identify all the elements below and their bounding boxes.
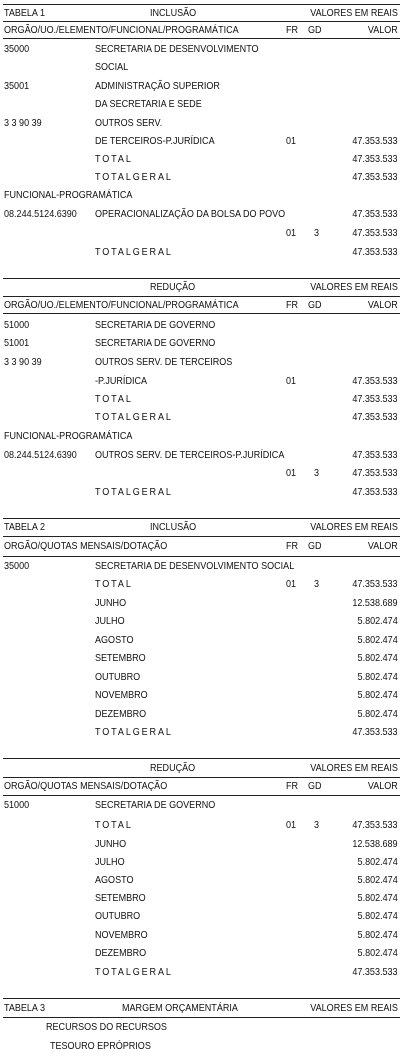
total-geral-label: TOTALGERAL xyxy=(95,486,173,498)
row-gd: 3 xyxy=(314,819,320,831)
month-label: NOVEMBRO xyxy=(95,929,148,941)
month-label: DEZEMBRO xyxy=(95,947,147,959)
row-gd: 3 xyxy=(314,227,320,239)
row-description: SOCIAL xyxy=(95,61,129,73)
column-header-org: ORGÃO/QUOTAS MENSAIS/DOTAÇÃO xyxy=(4,780,168,792)
row-code: 35000 xyxy=(4,560,30,572)
row-description: OUTROS SERV. xyxy=(95,117,163,129)
month-label: JUNHO xyxy=(95,597,127,609)
section-title: MARGEM ORÇAMENTÁRIA xyxy=(122,1002,238,1014)
row-description: OUTROS SERV. DE TERCEIROS-P.JURÍDICA xyxy=(95,449,285,461)
rule xyxy=(3,4,400,5)
total-geral-valor: 47.353.533 xyxy=(352,486,398,498)
row-code: 3 3 90 39 xyxy=(4,356,42,368)
row-description: OUTROS SERV. DE TERCEIROS xyxy=(95,356,233,368)
funcional-label: FUNCIONAL-PROGRAMÁTICA xyxy=(4,189,133,201)
month-label: JULHO xyxy=(95,856,125,868)
month-valor: 5.802.474 xyxy=(357,689,398,701)
month-valor: 5.802.474 xyxy=(357,947,398,959)
total-geral-label: TOTALGERAL xyxy=(95,171,173,183)
row-description: SECRETARIA DE GOVERNO xyxy=(95,337,216,349)
column-header-org: ORGÃO/QUOTAS MENSAIS/DOTAÇÃO xyxy=(4,540,168,552)
rule xyxy=(3,296,400,297)
row-valor: 47.353.533 xyxy=(352,135,398,147)
rule xyxy=(3,795,400,796)
row-code: 08.244.5124.6390 xyxy=(4,449,77,461)
row-code: 51001 xyxy=(4,337,30,349)
total-geral-valor: 47.353.533 xyxy=(352,171,398,183)
month-label: SETEMBRO xyxy=(95,892,146,904)
table-title: TABELA 2 xyxy=(4,521,45,533)
rule xyxy=(3,278,400,279)
section-title: INCLUSÃO xyxy=(150,521,197,533)
month-valor: 5.802.474 xyxy=(357,652,398,664)
month-label: AGOSTO xyxy=(95,634,134,646)
month-valor: 5.802.474 xyxy=(357,892,398,904)
column-header-gd: GD xyxy=(308,540,322,552)
section-title: REDUÇÃO xyxy=(150,281,196,293)
month-label: DEZEMBRO xyxy=(95,708,147,720)
row-fr: 01 xyxy=(286,819,297,831)
column-header-fr: FR xyxy=(286,540,299,552)
table-title: TABELA 3 xyxy=(4,1002,45,1014)
month-label: JULHO xyxy=(95,615,125,627)
total-geral-label: TOTALGERAL xyxy=(95,966,173,978)
row-description: SECRETARIA DE DESENVOLVIMENTO SOCIAL xyxy=(95,560,295,572)
month-valor: 5.802.474 xyxy=(357,708,398,720)
month-label: OUTUBRO xyxy=(95,671,141,683)
row-fr: 01 xyxy=(286,227,297,239)
month-valor: 12.538.689 xyxy=(352,597,398,609)
month-label: JUNHO xyxy=(95,838,127,850)
total-valor: 47.353.533 xyxy=(352,578,398,590)
row-valor: 47.353.533 xyxy=(352,227,398,239)
total-label: TOTAL xyxy=(95,393,133,405)
month-label: SETEMBRO xyxy=(95,652,146,664)
rule xyxy=(3,518,400,519)
row-gd: 3 xyxy=(314,467,320,479)
row-description: OPERACIONALIZAÇÃO DA BOLSA DO POVO xyxy=(95,208,286,220)
column-header-org: ORGÃO/UO./ELEMENTO/FUNCIONAL/PROGRAMÁTICA xyxy=(4,24,239,36)
month-valor: 5.802.474 xyxy=(357,874,398,886)
values-header: VALORES EM REAIS xyxy=(310,762,398,774)
rule xyxy=(3,1017,400,1018)
rule xyxy=(3,536,400,537)
row-code: 35001 xyxy=(4,80,30,92)
row-code: 08.244.5124.6390 xyxy=(4,208,77,220)
total-geral-valor: 47.353.533 xyxy=(352,246,398,258)
total-geral-label: TOTALGERAL xyxy=(95,246,173,258)
rule xyxy=(3,313,400,314)
row-valor: 47.353.533 xyxy=(352,208,398,220)
month-valor: 5.802.474 xyxy=(357,929,398,941)
month-valor: 12.538.689 xyxy=(352,838,398,850)
column-header-gd: GD xyxy=(308,780,322,792)
row-code: 35000 xyxy=(4,43,30,55)
row-description: -P.JURÍDICA xyxy=(95,375,148,387)
month-valor: 5.802.474 xyxy=(357,856,398,868)
month-valor: 5.802.474 xyxy=(357,615,398,627)
row-valor: 47.353.533 xyxy=(352,467,398,479)
row-fr: 01 xyxy=(286,578,297,590)
total-label: TOTAL xyxy=(95,153,133,165)
row-code: 3 3 90 39 xyxy=(4,117,42,129)
row-code: 51000 xyxy=(4,799,30,811)
month-valor: 5.802.474 xyxy=(357,910,398,922)
values-header: VALORES EM REAIS xyxy=(310,521,398,533)
row-description: DA SECRETARIA E SEDE xyxy=(95,98,202,110)
row-description: TESOURO EPRÓPRIOS xyxy=(50,1040,151,1052)
row-description: DE TERCEIROS-P.JURÍDICA xyxy=(95,135,215,147)
month-label: AGOSTO xyxy=(95,874,134,886)
values-header: VALORES EM REAIS xyxy=(310,281,398,293)
row-fr: 01 xyxy=(286,467,297,479)
rule xyxy=(3,777,400,778)
row-valor: 47.353.533 xyxy=(352,375,398,387)
column-header-valor: VALOR xyxy=(368,24,398,36)
column-header-fr: FR xyxy=(286,299,299,311)
row-description: SECRETARIA DE GOVERNO xyxy=(95,799,216,811)
total-geral-valor: 47.353.533 xyxy=(352,966,398,978)
column-header-org: ORGÃO/UO./ELEMENTO/FUNCIONAL/PROGRAMÁTICA xyxy=(4,299,239,311)
funcional-label: FUNCIONAL-PROGRAMÁTICA xyxy=(4,430,133,442)
section-title: REDUÇÃO xyxy=(150,762,196,774)
total-valor: 47.353.533 xyxy=(352,819,398,831)
section-title: INCLUSÃO xyxy=(150,7,197,19)
total-geral-label: TOTALGERAL xyxy=(95,411,173,423)
row-valor: 47.353.533 xyxy=(352,449,398,461)
total-geral-valor: 47.353.533 xyxy=(352,726,398,738)
row-gd: 3 xyxy=(314,578,320,590)
values-header: VALORES EM REAIS xyxy=(310,7,398,19)
total-label: TOTAL xyxy=(95,819,133,831)
row-description: SECRETARIA DE DESENVOLVIMENTO xyxy=(95,43,259,55)
rule xyxy=(3,38,400,39)
column-header-valor: VALOR xyxy=(368,780,398,792)
total-valor: 47.353.533 xyxy=(352,153,398,165)
table-title: TABELA 1 xyxy=(4,7,45,19)
row-fr: 01 xyxy=(286,375,297,387)
total-valor: 47.353.533 xyxy=(352,393,398,405)
column-header-fr: FR xyxy=(286,24,299,36)
values-header: VALORES EM REAIS xyxy=(310,1002,398,1014)
total-geral-label: TOTALGERAL xyxy=(95,726,173,738)
rule xyxy=(3,556,400,557)
column-header-valor: VALOR xyxy=(368,299,398,311)
month-valor: 5.802.474 xyxy=(357,634,398,646)
column-header-valor: VALOR xyxy=(368,540,398,552)
row-code: 51000 xyxy=(4,319,30,331)
row-description: RECURSOS DO RECURSOS xyxy=(46,1021,167,1033)
row-description: ADMINISTRAÇÃO SUPERIOR xyxy=(95,80,220,92)
total-geral-valor: 47.353.533 xyxy=(352,411,398,423)
month-valor: 5.802.474 xyxy=(357,671,398,683)
rule xyxy=(3,998,400,999)
column-header-fr: FR xyxy=(286,780,299,792)
rule xyxy=(3,758,400,759)
column-header-gd: GD xyxy=(308,299,322,311)
row-fr: 01 xyxy=(286,135,297,147)
rule xyxy=(3,21,400,22)
month-label: OUTUBRO xyxy=(95,910,141,922)
row-description: SECRETARIA DE GOVERNO xyxy=(95,319,216,331)
total-label: TOTAL xyxy=(95,578,133,590)
column-header-gd: GD xyxy=(308,24,322,36)
month-label: NOVEMBRO xyxy=(95,689,148,701)
